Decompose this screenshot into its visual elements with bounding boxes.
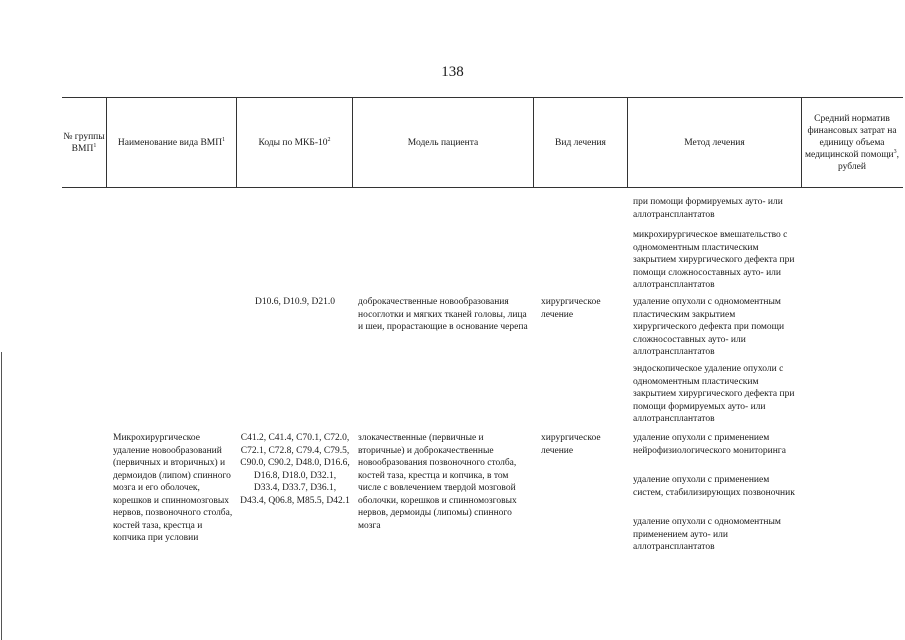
treatment-method-text: удаление опухоли с одномоментным пластическим закрытием хирургического дефекта при помощи сложносоставных ауто- или аллотрансплантатов [633,297,785,357]
treatment-method-text: при помощи формируемых ауто- или аллотрансплантатов [633,197,783,220]
scan-margin-line [1,352,2,640]
header-group-number: № группы ВМП$^1$ [63,131,105,154]
header-patient-model: Модель пациента [407,137,479,148]
icd-codes-text: C41.2, C41.4, C70.1, C72.0, C72.1, C72.8, C79.4, C79.5, C90.0, C90.2, D48.0, D16.6, D16.8, D18.0, D32.1, D33.4, D33.7, D36.1, D43.4, Q06.8, M85.5, D42.1 [240,433,350,506]
header-vmp-name: Наименование вида ВМП$^1$ [117,136,226,148]
treatment-method-text: удаление опухоли с одномоментным применением ауто- или аллотрансплантатов [633,517,781,552]
patient-model-text: доброкачественные новообразования носоглотки и мягких тканей головы, лица и шеи, прорастающие в основание черепа [358,297,528,332]
table-header-bottom-rule [62,187,903,188]
treatment-method-text: микрохирургическое вмешательство с одномоментным пластическим закрытием хирургического дефекта при помощи сложносоставных ауто- или аллотрансплантатов [633,230,795,290]
header-treatment-type: Вид лечения [555,137,606,148]
vmp-name-text: Микрохирургическое удаление новообразований (первичных и вторичных) и дермоидов (липом) спинного мозга и его оболочек, корешков и спинномозговых нервов, позвоночного столба, костей таза, крестца и копчика при условии [113,433,233,543]
treatment-method-text: эндоскопическое удаление опухоли с одномоментным пластическим закрытием хирургического дефекта при помощи формируемых ауто- или аллотрансплантатов [633,364,795,424]
treatment-method-text: удаление опухоли с применением нейрофизиологического мониторинга [633,433,786,456]
header-average-cost: Средний норматив финансовых затрат на единицу объема медицинской помощи$^3$, рублей [804,113,900,172]
header-icd-codes: Коды по МКБ-$10^2$ [258,136,331,148]
header-treatment-method: Метод лечения [684,137,745,148]
treatment-type-text: хирургическое лечение [541,297,601,320]
icd-codes-text: D10.6, D10.9, D21.0 [255,297,335,307]
page-number: 138 [441,64,464,80]
patient-model-text: злокачественные (первичные и вторичные) и доброкачественные новообразования позвоночного столба, костей таза, крестца и копчика, в том числе с вовлечением твердой мозговой оболочки, корешков и спинномозговых нервов, дермоиды (липомы) спинного мозга [358,433,517,531]
treatment-type-text: хирургическое лечение [541,433,601,456]
treatment-method-text: удаление опухоли с применением систем, стабилизирующих позвоночник [633,475,795,498]
